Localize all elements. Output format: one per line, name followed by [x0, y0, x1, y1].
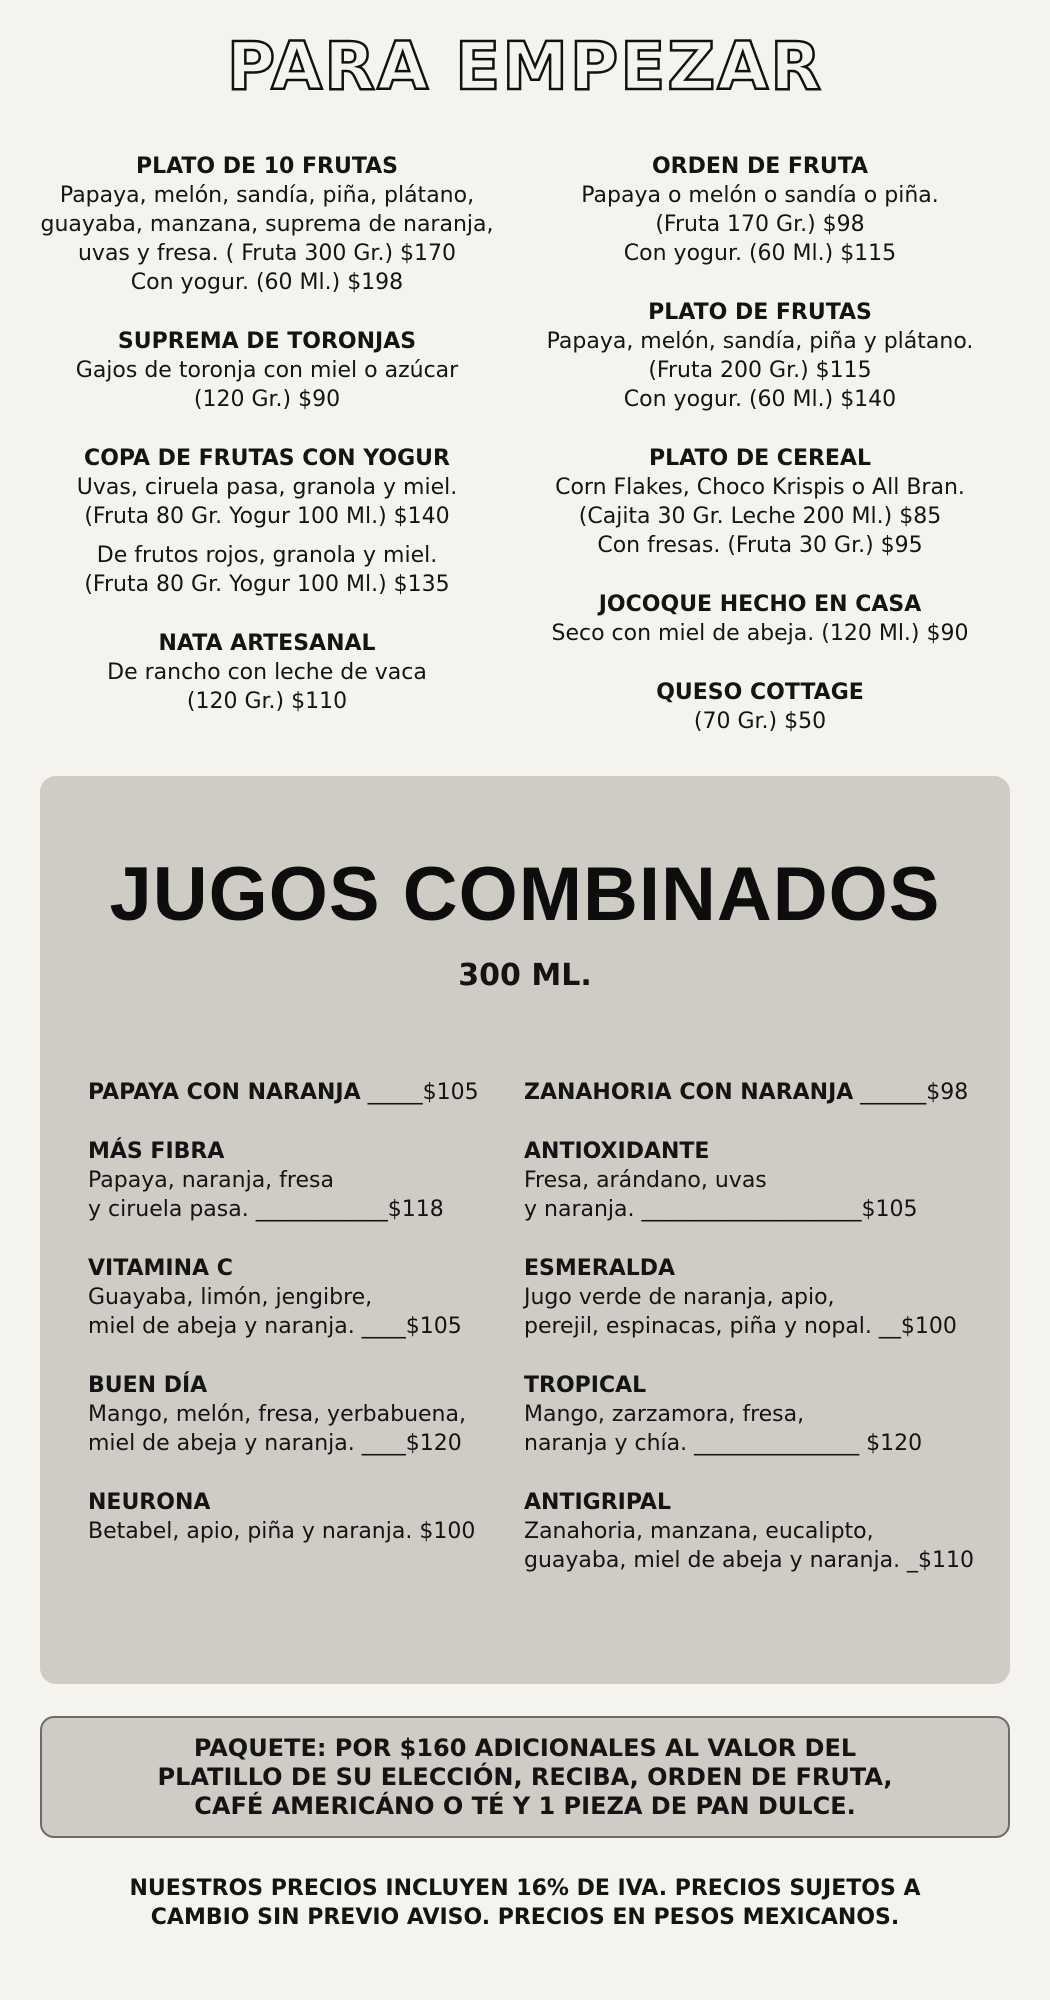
juice-description: Mango, melón, fresa, yerbabuena,	[88, 1402, 466, 1427]
juice-name: ZANAHORIA CON NARANJA	[524, 1080, 854, 1105]
juice-description: Fresa, arándano, uvas	[524, 1168, 767, 1193]
item-price: (120 Gr.) $110	[186, 689, 348, 714]
item-name: COPA DE FRUTAS CON YOGUR	[84, 446, 450, 471]
item-description: uvas y fresa. ( Fruta 300 Gr.) $170	[77, 241, 457, 266]
juice-item	[524, 1254, 994, 1341]
item-price: Con fresas. (Fruta 30 Gr.) $95	[597, 533, 923, 558]
item-price: Seco con miel de abeja. (120 Ml.) $90	[551, 621, 969, 646]
juice-name: ANTIGRIPAL	[524, 1490, 671, 1515]
item-description: Papaya, melón, sandía, piña y plátano.	[546, 329, 974, 354]
menu-item	[525, 444, 995, 560]
starters-left-column	[32, 152, 502, 746]
juice-price: miel de abeja y naranja. ____$120	[88, 1431, 462, 1456]
juice-price: ______$98	[853, 1080, 969, 1105]
menu-item	[525, 152, 995, 268]
item-description: Corn Flakes, Choco Krispis o All Bran.	[555, 475, 965, 500]
starters-right-column	[525, 152, 995, 766]
juices-right-column	[524, 1078, 994, 1605]
juice-description: Mango, zarzamora, fresa,	[524, 1402, 805, 1427]
juice-name: PAPAYA CON NARANJA	[88, 1080, 361, 1105]
item-description: De rancho con leche de vaca	[107, 660, 427, 685]
juice-description: Jugo verde de naranja, apio,	[524, 1285, 835, 1310]
item-price: (120 Gr.) $90	[193, 387, 341, 412]
juice-price: miel de abeja y naranja. ____$105	[88, 1314, 462, 1339]
item-name: PLATO DE FRUTAS	[648, 300, 872, 325]
package-offer-box	[40, 1716, 1010, 1838]
footer-text: CAMBIO SIN PREVIO AVISO. PRECIOS EN PESOS MEXICANOS.	[150, 1905, 900, 1930]
juice-item	[524, 1371, 994, 1458]
page-title: PARA EMPEZAR	[226, 28, 824, 105]
juice-item	[524, 1488, 994, 1575]
juice-price: naranja y chía. _______________ $120	[524, 1431, 923, 1456]
juices-left-column	[88, 1078, 498, 1576]
item-name: PLATO DE 10 FRUTAS	[135, 154, 399, 179]
juice-description: Guayaba, limón, jengibre,	[88, 1285, 373, 1310]
item-name: PLATO DE CEREAL	[649, 446, 871, 471]
juices-subtitle: 300 ML.	[458, 958, 592, 993]
juice-item	[524, 1078, 994, 1107]
item-price: (Cajita 30 Gr. Leche 200 Ml.) $85	[578, 504, 942, 529]
package-text: CAFÉ AMERICÁNO O TÉ Y 1 PIEZA DE PAN DULCE.	[194, 1791, 856, 1820]
item-price: (Fruta 80 Gr. Yogur 100 Ml.) $135	[84, 572, 450, 597]
item-name: NATA ARTESANAL	[158, 631, 376, 656]
item-name: JOCOQUE HECHO EN CASA	[598, 592, 922, 617]
item-price: Con yogur. (60 Ml.) $115	[623, 241, 897, 266]
footer-note	[0, 1874, 1050, 1932]
item-description: De frutos rojos, granola y miel.	[96, 543, 438, 568]
juice-name: NEURONA	[88, 1490, 211, 1515]
juices-panel	[40, 776, 1010, 1684]
juice-description: Papaya, naranja, fresa	[88, 1168, 334, 1193]
package-text: PAQUETE: POR $160 ADICIONALES AL VALOR DEL	[193, 1733, 857, 1762]
item-description: Gajos de toronja con miel o azúcar	[75, 358, 459, 383]
menu-item	[525, 678, 995, 736]
item-price: (Fruta 80 Gr. Yogur 100 Ml.) $140	[84, 504, 450, 529]
juice-item	[524, 1137, 994, 1224]
juice-item	[88, 1254, 498, 1341]
juice-item	[88, 1371, 498, 1458]
menu-item	[32, 152, 502, 297]
item-price: (Fruta 200 Gr.) $115	[648, 358, 872, 383]
juice-price: y ciruela pasa. ____________$118	[88, 1197, 444, 1222]
juice-item	[88, 1488, 498, 1546]
footer-text: NUESTROS PRECIOS INCLUYEN 16% DE IVA. PRECIOS SUJETOS A	[129, 1876, 921, 1901]
menu-item	[32, 327, 502, 414]
item-name: SUPREMA DE TORONJAS	[117, 329, 417, 354]
juice-name: ESMERALDA	[524, 1256, 676, 1281]
juice-name: VITAMINA C	[88, 1256, 233, 1281]
item-description: Papaya o melón o sandía o piña.	[581, 183, 939, 208]
item-name: ORDEN DE FRUTA	[651, 154, 869, 179]
juice-price: _____$105	[360, 1080, 479, 1105]
menu-item	[525, 298, 995, 414]
item-price: (70 Gr.) $50	[693, 709, 827, 734]
juice-item	[88, 1137, 498, 1224]
juices-title: JUGOS COMBINADOS	[109, 852, 941, 937]
juice-price: guayaba, miel de abeja y naranja. _$110	[524, 1548, 975, 1573]
juice-description: Zanahoria, manzana, eucalipto,	[524, 1519, 874, 1544]
item-description: Papaya, melón, sandía, piña, plátano,	[59, 183, 475, 208]
package-text: PLATILLO DE SU ELECCIÓN, RECIBA, ORDEN DE FRUTA,	[157, 1762, 893, 1791]
item-description: Uvas, ciruela pasa, granola y miel.	[76, 475, 458, 500]
juice-item	[88, 1078, 498, 1107]
menu-item	[525, 590, 995, 648]
juice-name: ANTIOXIDANTE	[524, 1139, 710, 1164]
item-price: Con yogur. (60 Ml.) $140	[623, 387, 897, 412]
juice-name: MÁS FIBRA	[88, 1139, 225, 1164]
juice-price: y naranja. ____________________$105	[524, 1197, 918, 1222]
menu-item	[32, 444, 502, 599]
juice-name: TROPICAL	[524, 1373, 647, 1398]
item-price: Con yogur. (60 Ml.) $198	[130, 270, 404, 295]
juice-price: Betabel, apio, piña y naranja. $100	[88, 1519, 476, 1544]
juice-price: perejil, espinacas, piña y nopal. __$100	[524, 1314, 957, 1339]
menu-item	[32, 629, 502, 716]
item-price: (Fruta 170 Gr.) $98	[655, 212, 865, 237]
item-name: QUESO COTTAGE	[656, 680, 864, 705]
item-description: guayaba, manzana, suprema de naranja,	[40, 212, 494, 237]
juice-name: BUEN DÍA	[88, 1373, 208, 1398]
